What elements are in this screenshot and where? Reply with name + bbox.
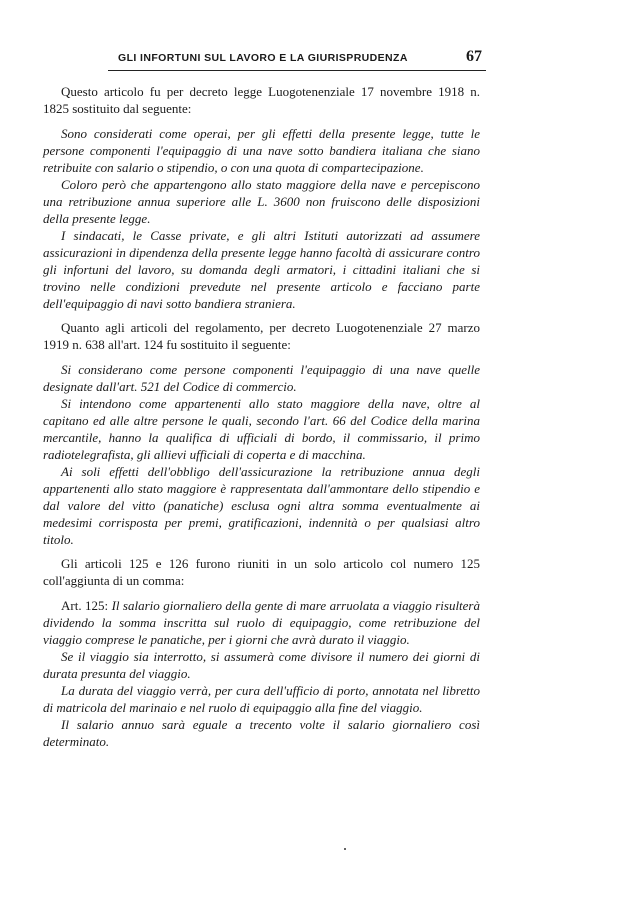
quote-paragraph: Sono considerati come operai, per gli effetti della presente legge, tutte le persone componenti l'equipaggio di una nave sotto bandiera italiana che siano retribuite con salario o stipendio, o con una quota di compartecipazione. — [43, 126, 480, 175]
quoted-article-124-block — [43, 361, 480, 548]
quote-paragraph: La durata del viaggio verrà, per cura dell'ufficio di porto, annotata nel libretto di matricola del marinaio e nel ruolo di equipaggio alla fine del viaggio. — [43, 683, 480, 715]
article-text: Il salario giornaliero della gente di mare arruolata a viaggio risulterà dividendo la somma inscritta sul ruolo di equipaggio, come retribuzione del viaggio comprese le panatiche, per i giorni che avrà durato il viaggio. — [43, 598, 480, 647]
paragraph-articles-merged: Gli articoli 125 e 126 furono riuniti in un solo articolo col numero 125 coll'aggiunta di un comma: — [43, 556, 480, 588]
article-lead: Art. 125: — [61, 598, 112, 613]
quote-paragraph: Se il viaggio sia interrotto, si assumerà come divisore il numero dei giorni di durata presunta del viaggio. — [43, 649, 480, 681]
quote-paragraph: Il salario annuo sarà eguale a trecento volte il salario giornaliero così determinato. — [43, 717, 480, 749]
paragraph-intro: Questo articolo fu per decreto legge Luogotenenziale 17 novembre 1918 n. 1825 sostituito dal seguente: — [43, 84, 480, 116]
page-header — [108, 48, 486, 71]
print-speck — [344, 848, 346, 850]
quote-paragraph: Si intendono come appartenenti allo stato maggiore della nave, oltre al capitano ed alle altre persone le quali, secondo l'art. 66 del Codice della marina mercantile, hanno la qualifica di ufficiali di bordo, il commissario, il primo radiotelegrafista, gli allievi ufficiali di coperta e di macchina. — [43, 396, 480, 462]
quoted-article-block — [43, 125, 480, 312]
quote-paragraph: Si considerano come persone componenti l'equipaggio di una nave quelle designate dall'art. 521 del Codice di commercio. — [43, 362, 480, 394]
running-title: GLI INFORTUNI SUL LAVORO E LA GIURISPRUDENZA — [118, 52, 408, 64]
quote-paragraph: Ai soli effetti dell'obbligo dell'assicurazione la retribuzione annua degli appartenenti allo stato maggiore è rappresentata dall'ammontare dello stipendio e dal valore del vitto (panatiche) esclusa ogni altra somma eventualmente ai medesimi corrisposta per premi, gratificazioni, indennità o per qualsiasi altro titolo. — [43, 464, 480, 547]
quote-paragraph: Coloro però che appartengono allo stato maggiore della nave e percepiscono una retribuzione annua superiore alle L. 3600 non fruiscono delle disposizioni della presente legge. — [43, 177, 480, 226]
paragraph-regulation-intro: Quanto agli articoli del regolamento, per decreto Luogotenenziale 27 marzo 1919 n. 638 all'art. 124 fu sostituito il seguente: — [43, 320, 480, 352]
quoted-article-125-block — [43, 597, 480, 750]
body-text — [43, 83, 480, 757]
quote-paragraph-art-125 — [43, 597, 480, 648]
quote-paragraph: I sindacati, le Casse private, e gli altri Istituti autorizzati ad assumere assicurazioni in dipendenza della presente legge hanno facoltà di assicurare contro gli infortuni del lavoro, su domanda degli armatori, i cittadini italiani che si trovino nelle condizioni prevedute nel presente articolo e facciano parte dell'equipaggio di navi sotto bandiera straniera. — [43, 228, 480, 311]
page-number: 67 — [466, 48, 482, 65]
